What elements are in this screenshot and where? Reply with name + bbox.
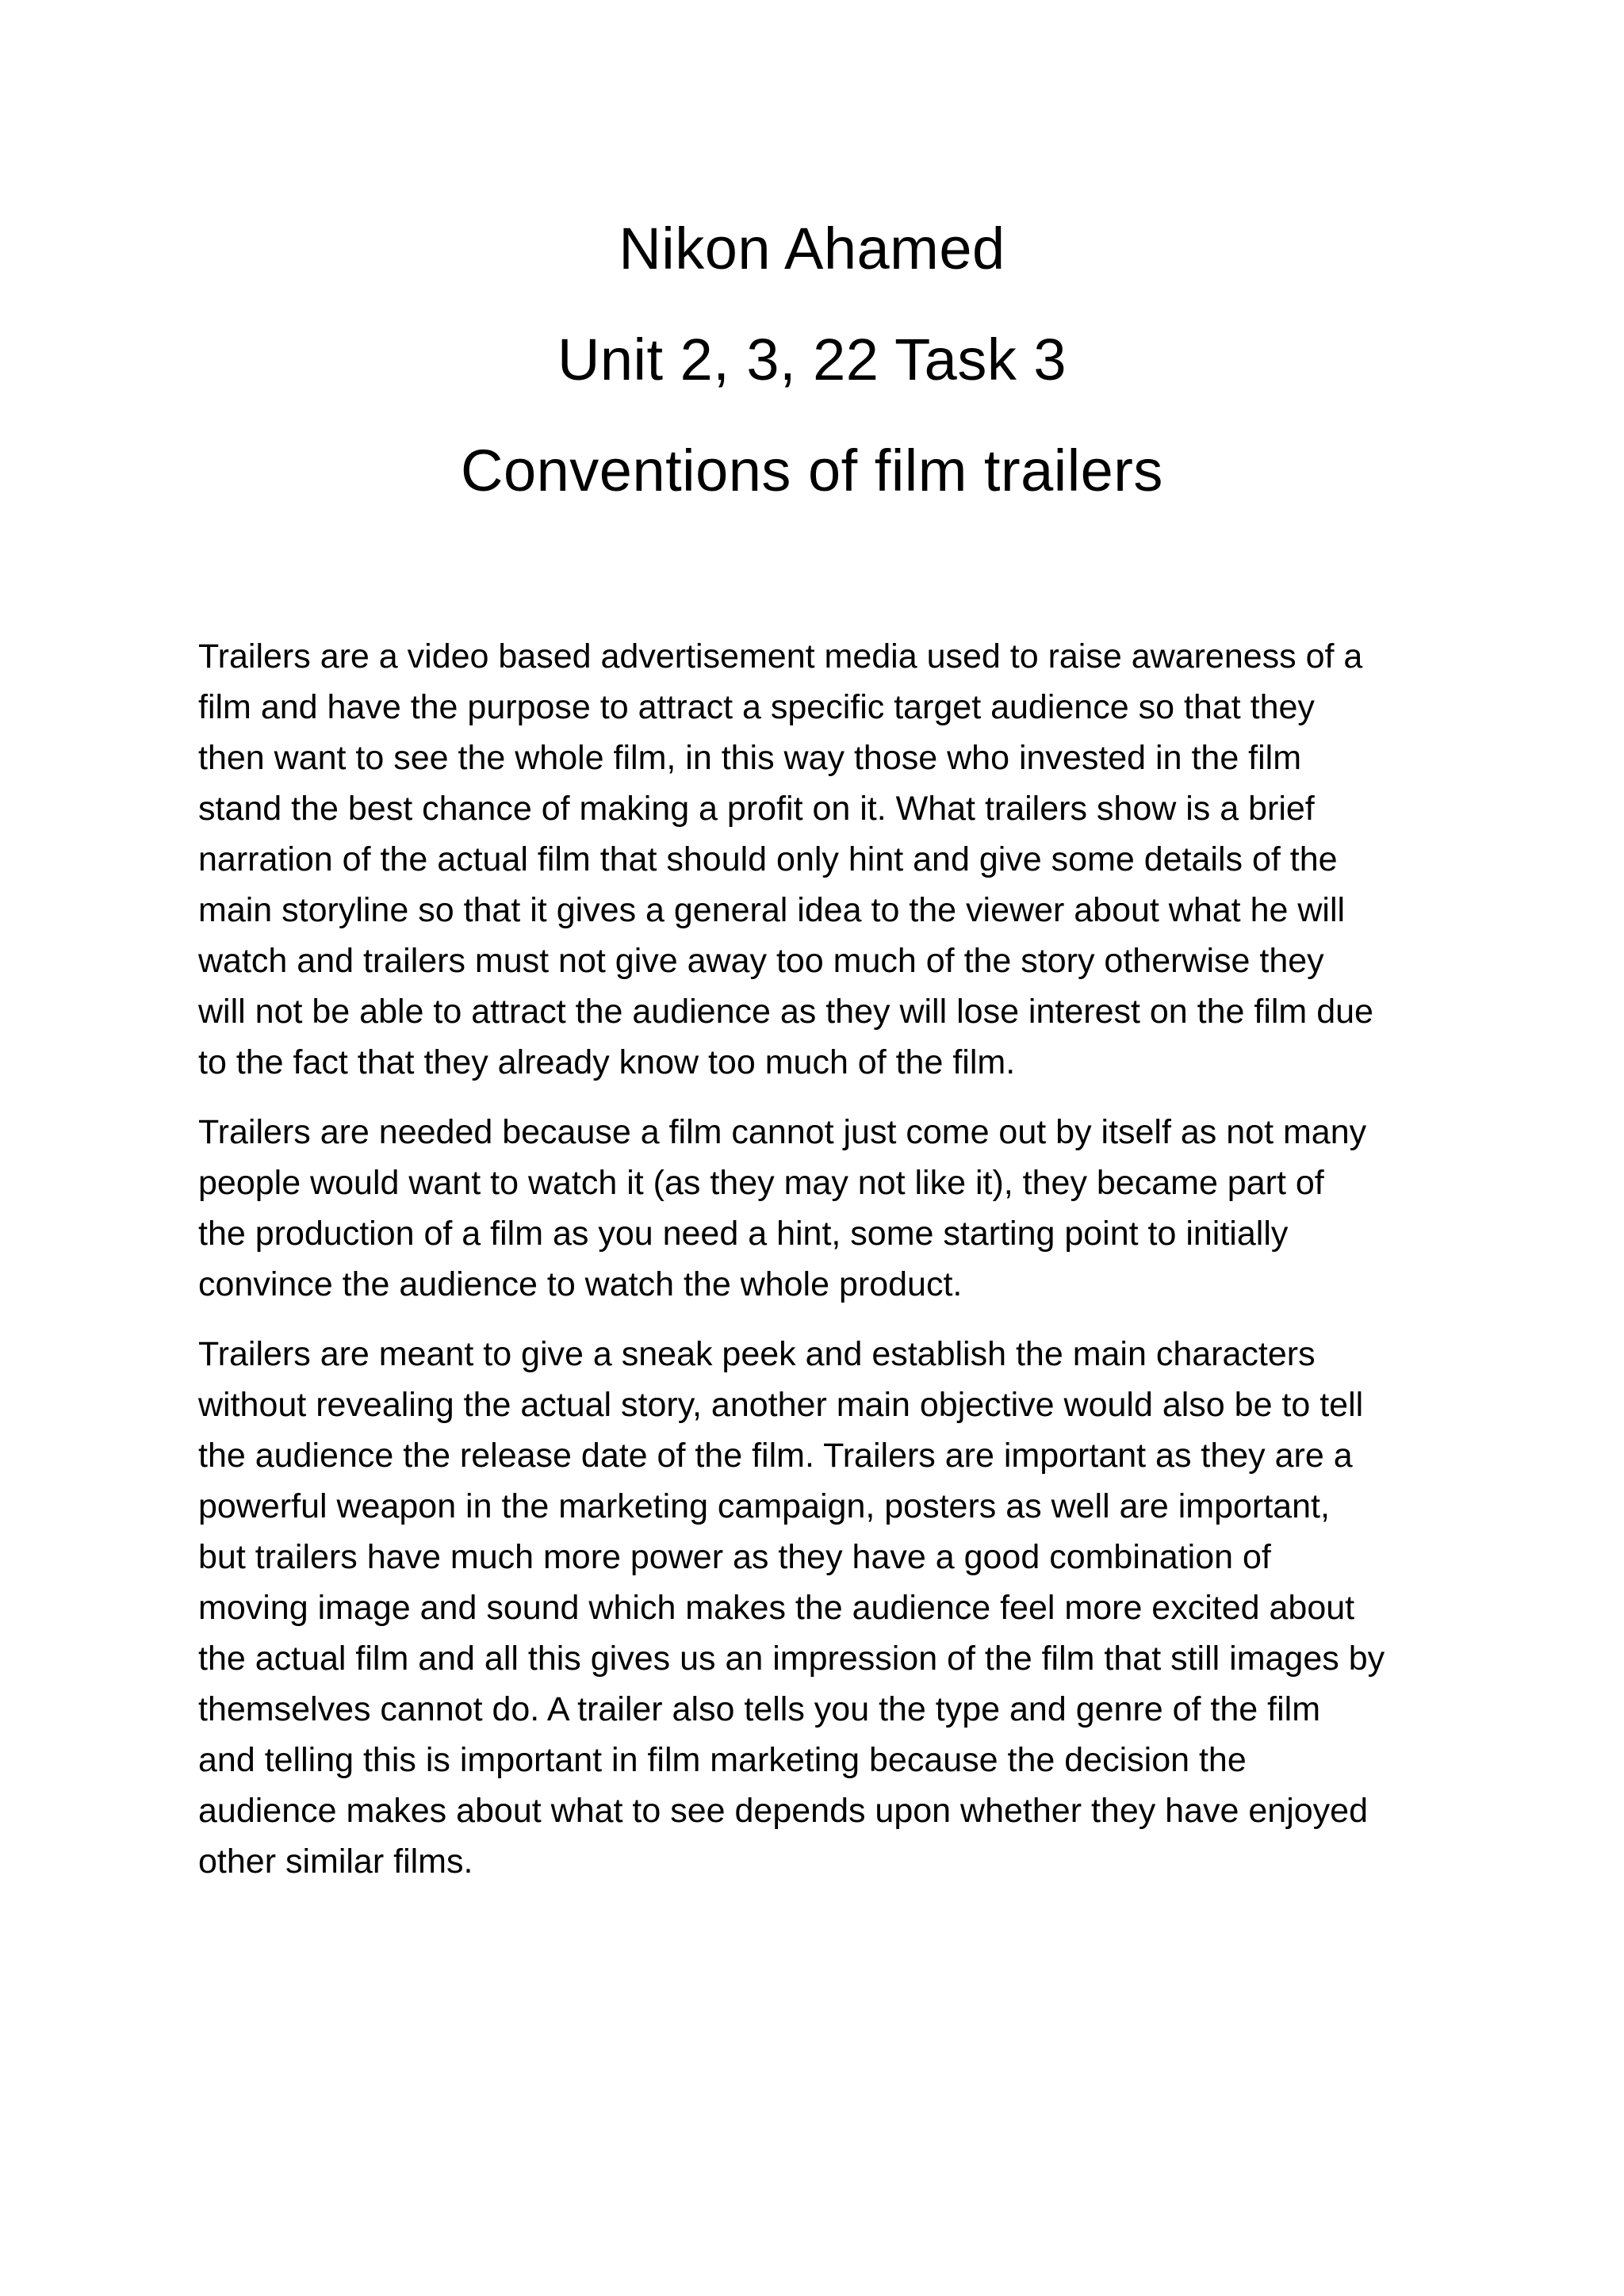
body-text — [198, 631, 1467, 1906]
text-line: powerful weapon in the marketing campaign, posters as well are important, — [198, 1487, 1330, 1525]
paragraph-2 — [198, 1107, 1467, 1310]
text-line: will not be able to attract the audience as they will lose interest on the film due — [198, 993, 1373, 1031]
text-line: but trailers have much more power as they have a good combination of — [198, 1538, 1271, 1576]
text-line: to the fact that they already know too much of the film. — [198, 1043, 1016, 1081]
text-line: themselves cannot do. A trailer also tells you the type and genre of the film — [198, 1690, 1321, 1728]
text-line: the actual film and all this gives us an impression of the film that still images by — [198, 1640, 1385, 1678]
paragraph-3 — [198, 1329, 1467, 1887]
text-line: watch and trailers must not give away too much of the story otherwise they — [198, 942, 1324, 980]
text-line: stand the best chance of making a profit on it. What trailers show is a brief — [198, 790, 1315, 828]
text-line: audience makes about what to see depends upon whether they have enjoyed — [198, 1792, 1368, 1830]
author-name: Nikon Ahamed — [619, 216, 1005, 281]
document-title: Conventions of film trailers — [461, 438, 1163, 503]
text-line: film and have the purpose to attract a specific target audience so that they — [198, 688, 1315, 726]
text-line: narration of the actual film that should only hint and give some details of the — [198, 840, 1338, 878]
text-line: Trailers are meant to give a sneak peek and establish the main characters — [198, 1335, 1316, 1373]
text-line: moving image and sound which makes the audience feel more excited about — [198, 1589, 1355, 1627]
text-line: then want to see the whole film, in this way those who invested in the film — [198, 739, 1302, 777]
unit-task-heading: Unit 2, 3, 22 Task 3 — [557, 327, 1067, 392]
text-line: the audience the release date of the film. Trailers are important as they are a — [198, 1437, 1353, 1475]
text-line: people would want to watch it (as they may not like it), they became part of — [198, 1164, 1324, 1202]
text-line: other similar films. — [198, 1843, 473, 1881]
text-line: the production of a film as you need a hint, some starting point to initially — [198, 1215, 1289, 1253]
text-line: without revealing the actual story, another main objective would also be to tell — [198, 1386, 1364, 1424]
text-line: main storyline so that it gives a general idea to the viewer about what he will — [198, 891, 1346, 929]
paragraph-1 — [198, 631, 1467, 1088]
title-block — [0, 193, 1624, 526]
text-line: and telling this is important in film marketing because the decision the — [198, 1741, 1247, 1779]
text-line: Trailers are needed because a film cannot just come out by itself as not many — [198, 1113, 1367, 1151]
text-line: convince the audience to watch the whole product. — [198, 1265, 963, 1303]
text-line: Trailers are a video based advertisement media used to raise awareness of a — [198, 637, 1363, 675]
